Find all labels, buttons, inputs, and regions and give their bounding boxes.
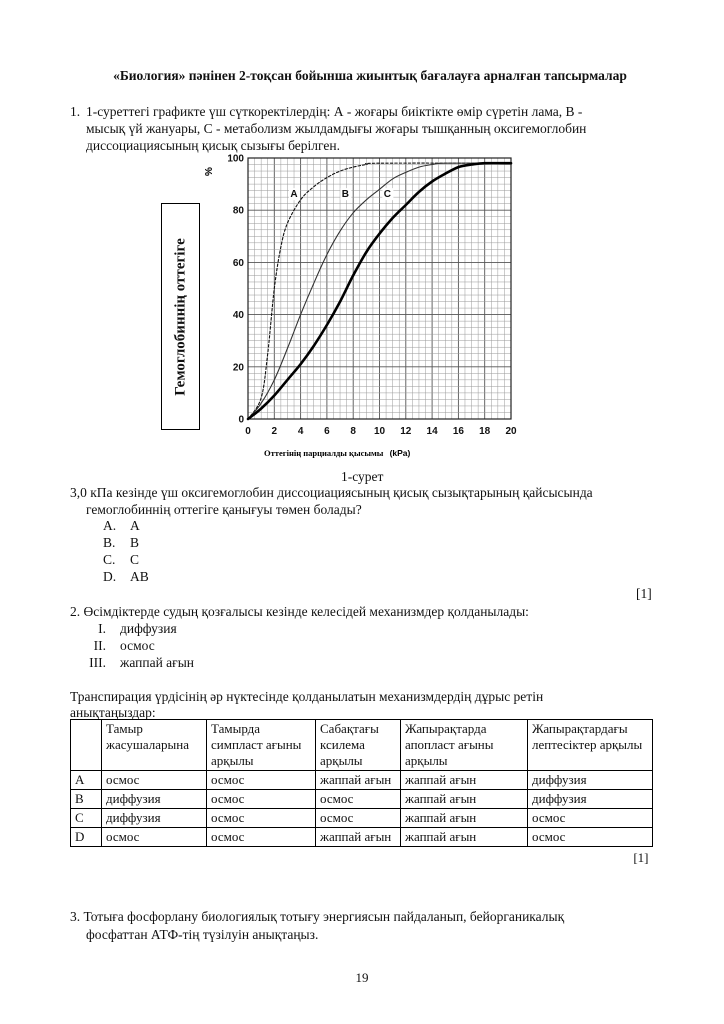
table-cell: C <box>71 809 102 828</box>
y-axis-label: Гемоглобиннің оттегіге <box>172 237 188 396</box>
table-cell: D <box>71 828 102 847</box>
table-row <box>71 828 653 847</box>
table-row <box>71 790 653 809</box>
table-cell: осмос <box>102 771 207 790</box>
table-cell: жаппай ағын <box>401 828 528 847</box>
table-row <box>71 809 653 828</box>
option-a-text: A <box>130 518 140 533</box>
table-cell: жаппай ағын <box>316 828 401 847</box>
curve-label-b: B <box>341 189 349 201</box>
x-tick-label: 14 <box>426 426 438 437</box>
table-cell: осмос <box>207 790 316 809</box>
table-cell: осмос <box>207 771 316 790</box>
table-header-row <box>71 720 653 771</box>
page-number: 19 <box>355 970 369 985</box>
question-1-score: [1] <box>636 586 652 601</box>
table-header-cell: Жапырақтарда апопласт ағыны арқылы <box>401 720 528 771</box>
x-axis-label-unit: (kPa) <box>389 448 411 458</box>
question-1-text-line3: диссоциациясының қисық сызығы берілген. <box>86 138 340 153</box>
question-2-score: [1] <box>71 847 653 868</box>
question-2-task-line1: Транспирация үрдісінің әр нүктесінде қолданылатын механизмдердің дұрыс ретін <box>70 689 544 704</box>
x-tick-label: 10 <box>373 426 386 437</box>
table-cell: жаппай ағын <box>401 809 528 828</box>
question-2-task-line2: анықтаңыздар: <box>70 705 156 720</box>
option-c-letter: C. <box>103 552 116 567</box>
table-header-cell: Сабақтағы ксилема арқылы <box>316 720 401 771</box>
option-a-letter: A. <box>103 518 117 533</box>
x-tick-label: 20 <box>505 426 517 437</box>
y-tick-label: 80 <box>232 205 244 217</box>
table-header-cell: Тамырда симпласт ағыны арқылы <box>207 720 316 771</box>
table-cell: A <box>71 771 102 790</box>
y-axis-label-box <box>161 203 200 430</box>
x-tick-label: 4 <box>297 426 304 437</box>
table-cell: жаппай ағын <box>401 771 528 790</box>
x-tick-label: 8 <box>350 426 356 437</box>
y-tick-label: 100 <box>227 153 244 165</box>
x-tick-label: 12 <box>400 426 412 437</box>
figure-caption: 1-сурет <box>341 469 384 484</box>
option-c-text: C <box>130 552 140 567</box>
option-b-text: B <box>130 535 140 550</box>
x-axis-label-text: Оттегінің парциалды қысымы <box>264 448 384 458</box>
y-tick-label: 40 <box>232 310 244 322</box>
table-cell: осмос <box>528 809 653 828</box>
table-cell: диффузия <box>102 809 207 828</box>
mechanism-1-numeral: I. <box>98 621 106 636</box>
table-header-cell: Тамыр жасушаларына <box>102 720 207 771</box>
question-1-number: 1. <box>70 104 81 119</box>
question-3-line1: 3. Тотыға фосфорлану биологиялық тотығу энергиясын пайдаланып, бейорганикалық <box>70 909 565 924</box>
mechanism-2-numeral: II. <box>93 638 106 653</box>
table-cell: жаппай ағын <box>316 771 401 790</box>
table-cell: B <box>71 790 102 809</box>
x-tick-label: 6 <box>324 426 330 437</box>
table-cell: осмос <box>102 828 207 847</box>
page-title: «Биология» пәнінен 2-тоқсан бойынша жиынтық бағалауға арналған тапсырмалар <box>113 68 627 83</box>
x-tick-label: 0 <box>245 426 251 437</box>
table-row <box>71 771 653 790</box>
table-header-cell <box>71 720 102 771</box>
question-1-text-line2: мысық үй жануары, С - метаболизм жылдамдығы жоғары тышқанның оксигемоглобин <box>86 121 587 136</box>
question-1-text-line1: 1-суреттегі графикте үш сүткоректілердің: А - жоғары биіктікте өмір сүретін лама, В - <box>86 104 583 119</box>
oxygen-dissociation-chart <box>200 150 530 460</box>
y-tick-label: 60 <box>232 257 244 269</box>
x-tick-label: 18 <box>479 426 491 437</box>
mechanism-2-text: осмос <box>120 638 155 653</box>
mechanism-1-text: диффузия <box>120 621 177 636</box>
table-cell: осмос <box>316 809 401 828</box>
table-cell: осмос <box>528 828 653 847</box>
table-header-cell: Жапырақтардағы лептесіктер арқылы <box>528 720 653 771</box>
table-cell: диффузия <box>102 790 207 809</box>
y-tick-label: 20 <box>232 362 244 374</box>
x-axis-label <box>264 448 411 458</box>
mechanism-table <box>70 719 653 867</box>
curve-label-c: C <box>383 189 392 201</box>
table-score-row <box>71 847 653 868</box>
option-d-text: AB <box>130 569 149 584</box>
table-cell: диффузия <box>528 790 653 809</box>
y-axis-unit: % <box>204 167 215 176</box>
mechanism-3-numeral: III. <box>89 655 106 670</box>
y-tick-label: 0 <box>238 414 244 426</box>
table-cell: жаппай ағын <box>401 790 528 809</box>
x-tick-label: 16 <box>452 426 464 437</box>
x-tick-label: 2 <box>271 426 278 437</box>
mechanism-3-text: жаппай ағын <box>120 655 195 670</box>
question-1-prompt-line2: гемоглобиннің оттегіге қанығуы төмен болады? <box>86 502 362 517</box>
option-b-letter: B. <box>103 535 116 550</box>
table-cell: осмос <box>316 790 401 809</box>
question-1-prompt-line1: 3,0 кПа кезінде үш оксигемоглобин диссоциациясының қисық сызықтарының қайсысында <box>70 485 593 500</box>
question-2-intro: 2. Өсімдіктерде судың қозғалысы кезінде келесідей механизмдер қолданылады: <box>70 604 529 619</box>
curve-label-a: A <box>290 189 298 201</box>
table-cell: диффузия <box>528 771 653 790</box>
option-d-letter: D. <box>103 569 117 584</box>
table-cell: осмос <box>207 809 316 828</box>
question-3-line2: фосфаттан АТФ-тің түзілуін анықтаңыз. <box>86 927 319 942</box>
table-cell: осмос <box>207 828 316 847</box>
